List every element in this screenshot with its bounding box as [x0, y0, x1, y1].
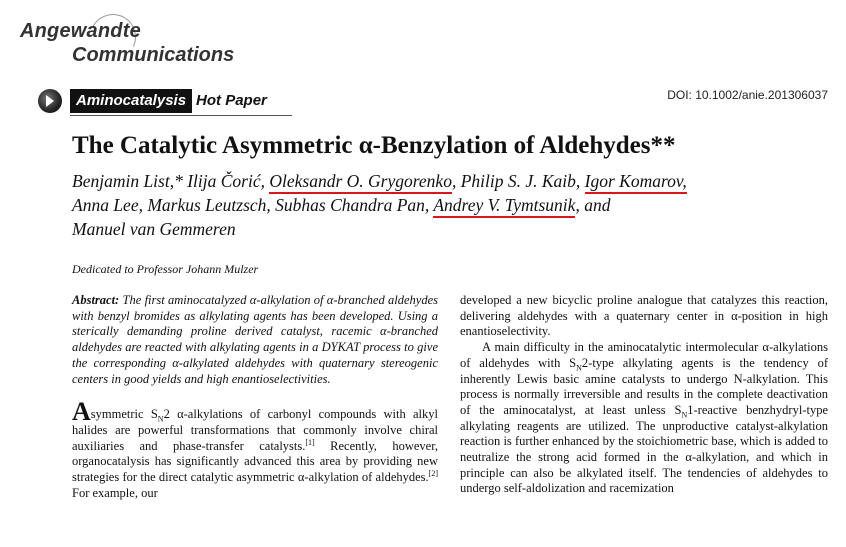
abstract-text: The first aminocatalyzed α-alkylation of α-branched aldehydes with benzyl bromides as alkylating agents has been developed. Using a sterically demanding proline derived catalyst, racemic α-branched aldehydes are reacted with alkylating agents in a DYKAT process to give the corresponding α-alkylated aldehydes with quaternary stereogenic centers in good yields and high enantioselectivities.	[72, 293, 439, 386]
hot-paper-tag: Hot Paper	[196, 92, 267, 109]
intro-paragraph	[72, 397, 439, 501]
authors-text: Manuel van Gemmeren	[72, 219, 236, 239]
right-column	[460, 293, 828, 497]
paper-title: The Catalytic Asymmetric α-Benzylation of Aldehydes**	[72, 132, 676, 159]
play-ball-icon	[38, 89, 62, 113]
journal-name-line1: Angewandte	[20, 20, 141, 42]
journal-header	[20, 12, 320, 72]
body-text: symmetric S	[90, 407, 158, 422]
subscript: N	[576, 363, 582, 373]
reference-marker[interactable]: [2]	[428, 468, 438, 478]
category-label: Aminocatalysis	[70, 89, 192, 113]
author-list	[72, 169, 792, 241]
abstract-label: Abstract:	[72, 293, 120, 307]
body-text: 2 α-alkylations of carbonyl compounds with alkyl halides are powerful transformations that commonly involve chiral auxiliaries and phase-transfer catalysts.	[72, 407, 439, 453]
dedication: Dedicated to Professor Johann Mulzer	[72, 262, 259, 276]
authors-text: Benjamin List,* Ilija Čorić,	[72, 171, 270, 191]
body-text: A main difficulty in the aminocatalytic intermolecular α-alkylations of aldehydes with S	[460, 340, 828, 370]
category-badge	[38, 88, 271, 114]
author-underlined: Oleksandr O. Grygorenko	[269, 171, 452, 194]
authors-text: Anna Lee, Markus Leutzsch, Subhas Chandra Pan,	[72, 195, 434, 215]
body-text: For example, our	[72, 485, 158, 500]
author-underlined: Andrey V. Tymtsunik	[433, 195, 575, 218]
body-text: Recently, however, organocatalysis has significantly advanced this area by providing new strategies for the direct catalytic asymmetric α-alkylation of aldehydes.	[72, 438, 438, 485]
badge-rule	[70, 115, 292, 116]
body-paragraph: developed a new bicyclic proline analogue that catalyzes this reaction, delivering aldehydes with a quaternary center in α-position in high enantioselectivity.	[460, 293, 828, 339]
body-paragraph	[460, 340, 828, 497]
subscript: N	[681, 410, 688, 420]
left-column	[72, 293, 438, 501]
reference-marker[interactable]: [1]	[305, 437, 315, 447]
abstract	[72, 293, 438, 387]
body-text: 2-type alkylating agents is the tendency of inherently Lewis basic amine catalysts to undergo N-alkylation. This process is normally irreversible and results in the complete deactivation of the aminocatalyst, at least unless S	[460, 355, 828, 417]
author-underlined: Igor Komarov,	[585, 171, 687, 194]
journal-name-line2: Communications	[72, 44, 235, 66]
authors-text: , Philip S. J. Kaib,	[451, 171, 585, 191]
authors-text: , and	[575, 195, 611, 215]
drop-cap: A	[72, 397, 91, 427]
subscript: N	[157, 414, 164, 424]
doi-link[interactable]: DOI: 10.1002/anie.201306037	[667, 88, 828, 102]
body-text: 1-reactive benzhydryl-type alkylating reagents are utilized. The unproductive catalyst-alkylation reaction is further enhanced by the stoichiometric base, which is added to neutralize the strong acid formed in the α-alkylation, and which in principle can also be alkylated itself. The tendencies of aldehydes to undergo self-aldolization and racemization	[460, 402, 828, 496]
